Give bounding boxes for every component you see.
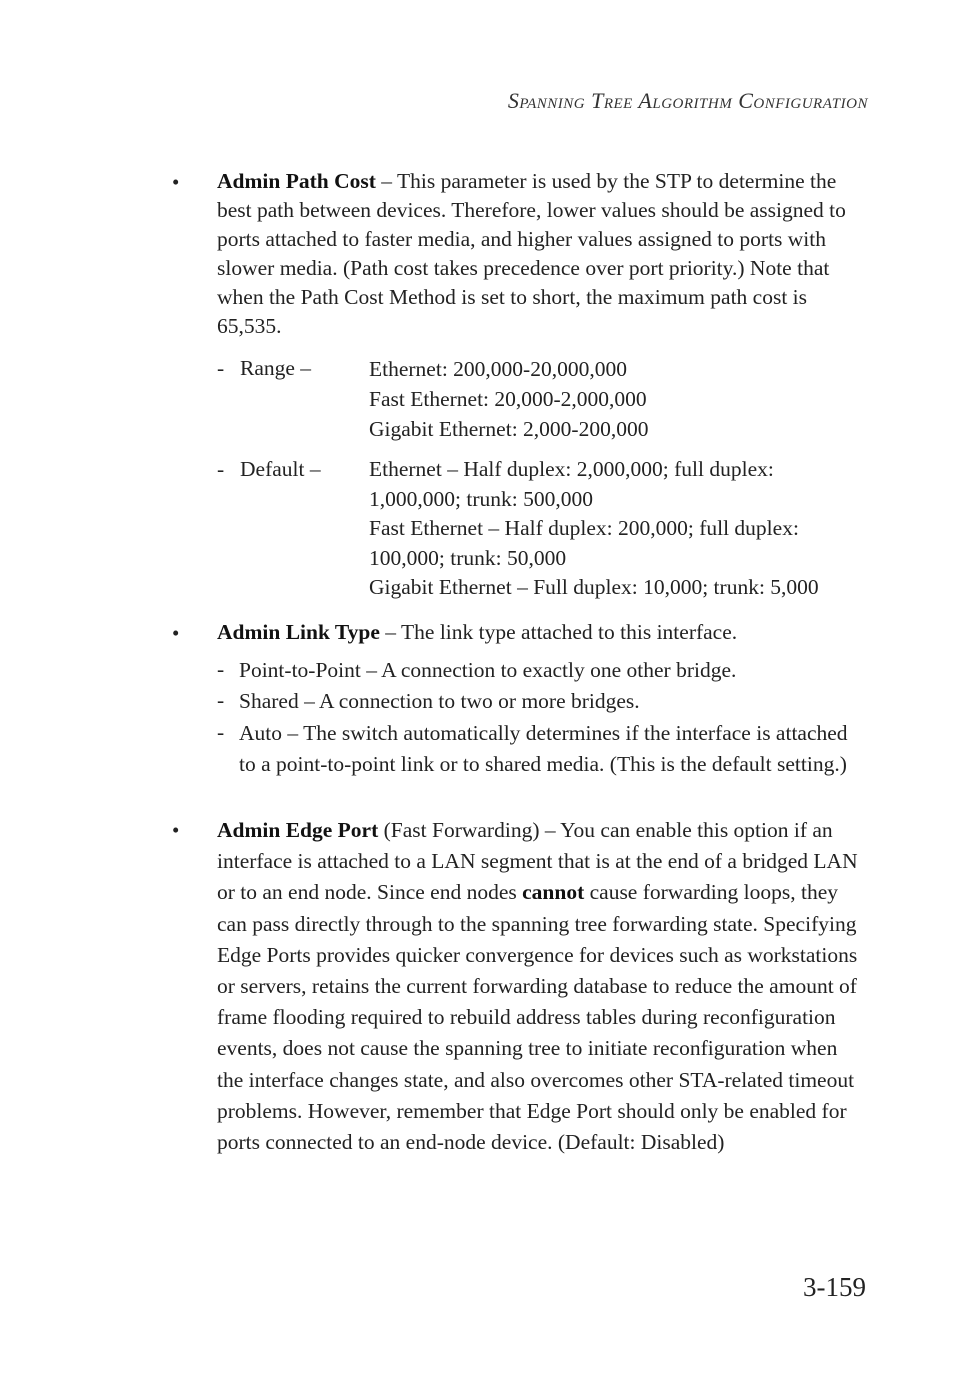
dash: - — [217, 720, 225, 744]
range-values — [369, 354, 869, 444]
dash: - — [217, 657, 225, 681]
bullet: • — [172, 818, 180, 842]
edge-port-text: cause forwarding loops, they can pass directly through to the spanning tree forwarding state. Specifying Edge Ports provides quicker convergence for devices such as workstations or servers, retains the current forwarding database to reduce the amount of frame flooding required to rebuild address tables during reconfiguration events, does not cause the spanning tree to initiate reconfiguration when the interface changes state, and also overcomes other STA-related timeout problems. However, remember that Edge Port should only be enabled for ports connected to an end-node device. (Default: Disabled) — [217, 880, 858, 1155]
dash: - — [217, 688, 225, 712]
dash: - — [217, 457, 225, 481]
path-cost-paragraph — [217, 167, 867, 341]
bullet: • — [172, 170, 180, 194]
default-value: Gigabit Ethernet – Full duplex: 10,000; trunk: 5,000 — [369, 575, 819, 599]
link-type-option: Point-to-Point – A connection to exactly one other bridge. — [239, 658, 737, 682]
dash: - — [217, 356, 225, 380]
range-value: Ethernet: 200,000-20,000,000 — [369, 357, 627, 381]
path-cost-text: – This parameter is used by the STP to determine the best path between devices. Therefore, lower values should be assigned to ports attached to faster media, and higher values assigned to ports with slower media. (Path cost takes precedence over port priority.) Note that when the Path Cost Method is set to short, the maximum path cost is 65,535. — [217, 169, 846, 338]
link-type-paragraph — [217, 618, 867, 647]
bullet: • — [172, 621, 180, 645]
link-type-option: Shared – A connection to two or more bridges. — [239, 689, 640, 713]
default-value: Fast Ethernet – Half duplex: 200,000; full duplex: 100,000; trunk: 50,000 — [369, 516, 799, 570]
link-type-option: Auto – The switch automatically determines if the interface is attached to a point-to-point link or to shared media. (This is the default setting.) — [239, 721, 848, 776]
edge-port-emphasis: cannot — [522, 880, 585, 905]
range-value: Fast Ethernet: 20,000-2,000,000 — [369, 387, 647, 411]
page-number: 3-159 — [803, 1272, 866, 1302]
link-type-term: Admin Link Type — [217, 620, 380, 644]
edge-port-text: (Fast Forwarding) – You can enable this option if an interface is attached to a LAN segment that is at the end of a bridged LAN or to an end node. Since end nodes — [217, 818, 858, 905]
default-values — [369, 455, 869, 603]
default-label: Default – — [240, 457, 321, 481]
running-header: Spanning Tree Algorithm Configuration — [507, 88, 868, 113]
link-type-text: – The link type attached to this interface. — [379, 620, 738, 644]
default-value: Ethernet – Half duplex: 2,000,000; full duplex: 1,000,000; trunk: 500,000 — [369, 457, 774, 511]
range-label: Range – — [240, 356, 312, 380]
edge-port-paragraph — [217, 815, 867, 1158]
edge-port-term: Admin Edge Port — [217, 818, 379, 842]
range-value: Gigabit Ethernet: 2,000-200,000 — [369, 417, 649, 441]
path-cost-term: Admin Path Cost — [217, 169, 376, 193]
